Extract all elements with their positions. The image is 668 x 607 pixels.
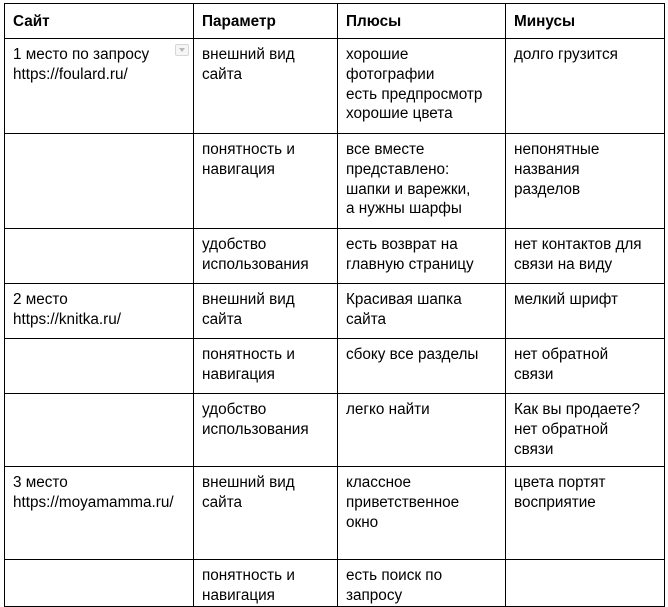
table-row [5,134,665,229]
parameter-cell[interactable]: понятность и навигация [194,134,338,229]
cons-cell[interactable]: мелкий шрифт [506,284,665,339]
cons-cell[interactable]: цвета портят восприятие [506,467,665,560]
pros-cell[interactable]: есть поиск по запросу [338,560,506,607]
pros-cell[interactable]: хорошие фотографии есть предпросмотр хорошие цвета [338,39,506,134]
table-row [5,560,665,607]
pros-cell[interactable]: легко найти [338,394,506,467]
parameter-cell[interactable]: понятность и навигация [194,560,338,607]
pros-cell[interactable]: сбоку все разделы [338,339,506,394]
cons-cell[interactable]: непонятные названия разделов [506,134,665,229]
parameter-cell[interactable]: внешний вид сайта [194,467,338,560]
cons-cell[interactable]: нет контактов для связи на виду [506,229,665,284]
table-row [5,394,665,467]
site-text: 1 место по запросу https://foulard.ru/ [13,46,150,83]
header-site[interactable]: Сайт [5,4,194,39]
header-row [5,4,665,39]
parameter-cell[interactable]: внешний вид сайта [194,39,338,134]
site-cell[interactable] [5,229,194,284]
site-cell[interactable]: 2 место https://knitka.ru/ [5,284,194,339]
dropdown-arrow-icon[interactable] [175,44,189,56]
comparison-table [4,3,665,607]
table-row [5,284,665,339]
table-row [5,467,665,560]
site-cell[interactable] [5,394,194,467]
table-row [5,39,665,134]
cons-cell[interactable] [506,560,665,607]
pros-cell[interactable]: все вместе представлено: шапки и варежки, а нужны шарфы [338,134,506,229]
pros-cell[interactable]: классное приветственное окно [338,467,506,560]
cons-cell[interactable]: Как вы продаете? нет обратной связи [506,394,665,467]
header-cons[interactable]: Минусы [506,4,665,39]
pros-cell[interactable]: есть возврат на главную страницу [338,229,506,284]
parameter-cell[interactable]: внешний вид сайта [194,284,338,339]
site-cell[interactable] [5,39,194,134]
header-parameter[interactable]: Параметр [194,4,338,39]
pros-cell[interactable]: Красивая шапка сайта [338,284,506,339]
header-pros[interactable]: Плюсы [338,4,506,39]
parameter-cell[interactable]: удобство использования [194,394,338,467]
cons-cell[interactable]: нет обратной связи [506,339,665,394]
site-cell[interactable]: 3 место https://moyamamma.ru/ [5,467,194,560]
table-row [5,339,665,394]
parameter-cell[interactable]: понятность и навигация [194,339,338,394]
parameter-cell[interactable]: удобство использования [194,229,338,284]
site-cell[interactable] [5,339,194,394]
cons-cell[interactable]: долго грузится [506,39,665,134]
table-row [5,229,665,284]
site-cell[interactable] [5,560,194,607]
site-cell[interactable] [5,134,194,229]
